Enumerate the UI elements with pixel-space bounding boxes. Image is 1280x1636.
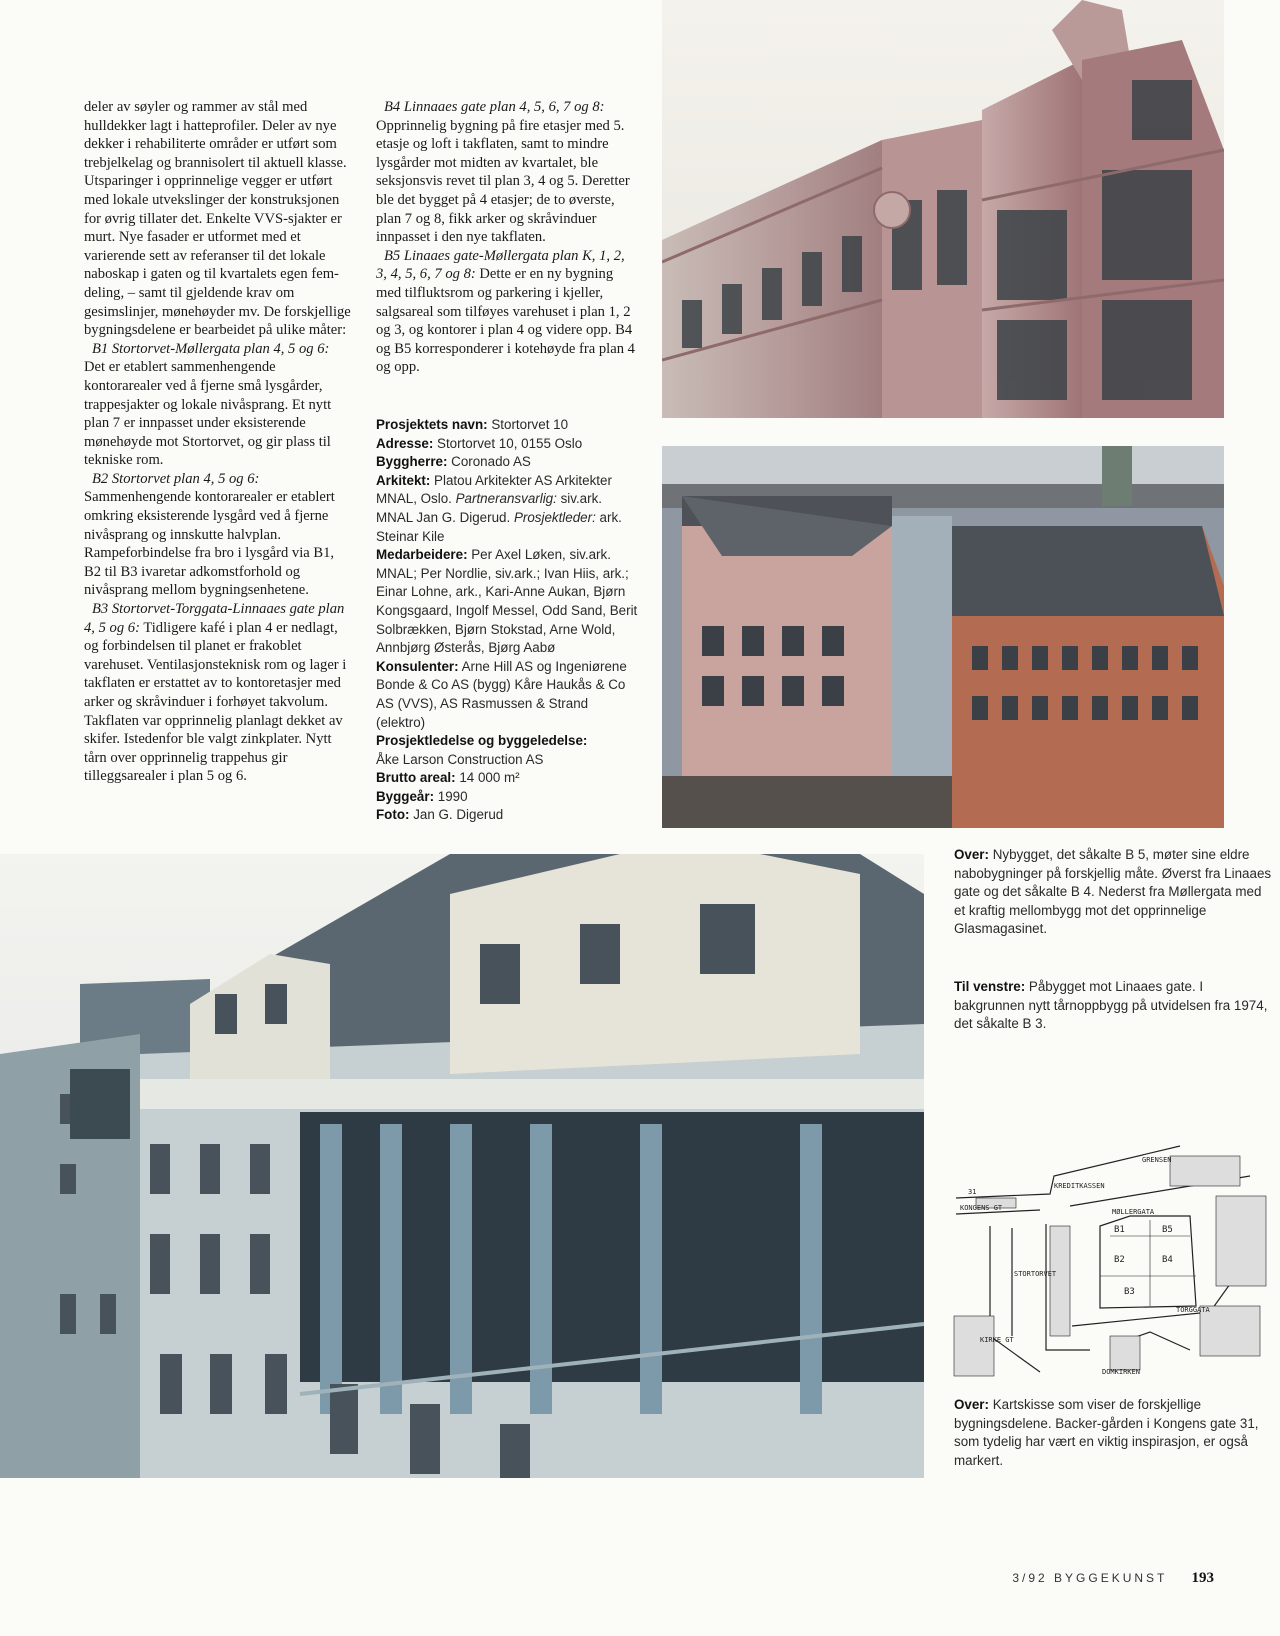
page-number: 193 — [1191, 1570, 1214, 1586]
credit-year — [376, 788, 638, 807]
map-label-mollergata: MØLLERGATA — [1112, 1208, 1155, 1216]
credit-staff — [376, 546, 638, 658]
article-column-2 — [376, 98, 638, 377]
credit-management-label: Prosjektledelse og byggeledelse: — [376, 733, 588, 749]
footer-issue: 3/92 — [1012, 1571, 1048, 1585]
credit-consultants-label: Konsulenter: — [376, 658, 459, 674]
credit-address-label: Adresse: — [376, 435, 434, 451]
credit-consultants — [376, 658, 638, 732]
paragraph-b1 — [84, 340, 352, 470]
credit-pl-value: ark. Steinar Kile — [376, 509, 622, 544]
map-label-b1: B1 — [1114, 1225, 1125, 1235]
credit-address-value: Stortorvet 10, 0155 Oslo — [433, 435, 583, 451]
b2-heading: B2 Stortorvet plan 4, 5 og 6: — [92, 470, 260, 487]
b5-heading: B5 Linaaes gate-Møllergata plan K, 1, 2, 3, 4, 5, 6, 7 og 8: — [376, 247, 625, 283]
page-footer — [1012, 1570, 1214, 1587]
caption-map — [954, 1396, 1272, 1470]
credit-area-value: 14 000 m² — [455, 770, 520, 786]
credit-staff-label: Medarbeidere: — [376, 547, 468, 563]
b3-text: Tidligere kafé i plan 4 er nedlagt, og forbindelsen til planet er frakoblet varehuset. Ventilasjonsteknisk rom og lager i takflaten er erstattet av to kontoretasjer med arker og skråvinduer i forhøyet takvolum. Takflaten var opprinnelig planlagt dekket av skifer. Istedenfor ble valgt zinkplater. Nytt tårn over opprinnelig trappehus gir tilleggsarealer i plan 5 og 6. — [84, 619, 347, 785]
b3-heading: B3 Stortorvet-Torggata-Linnaaes gate plan 4, 5 og 6: — [84, 601, 345, 636]
credit-year-value: 1990 — [434, 788, 468, 804]
credit-management — [376, 732, 638, 769]
credit-photo-label: Foto: — [376, 807, 410, 823]
project-credits — [376, 416, 638, 825]
map-label-kongens-gt: KONGENS GT — [960, 1204, 1003, 1212]
credit-owner-value: Coronado AS — [447, 454, 531, 470]
credit-address — [376, 435, 638, 454]
paragraph-b5 — [376, 247, 638, 377]
caption-left-photo — [954, 978, 1272, 1034]
map-label-b4: B4 — [1162, 1255, 1173, 1265]
b5-text: Dette er en ny bygning med tilfluktsrom og parkering i kjeller, salgsareal som tilføyes varehuset i plan 1, 2 og 3, og kontorer i plan 4 og videre opp. B4 og B5 korresponderer i kotehøyde fra plan 4 og opp. — [376, 266, 635, 376]
map-label-b5: B5 — [1162, 1225, 1173, 1235]
site-map-sketch — [950, 1136, 1276, 1382]
footer-magazine: BYGGEKUNST — [1054, 1571, 1168, 1585]
map-label-kreditkassen: KREDITKASSEN — [1054, 1182, 1105, 1190]
photo-linnaaes-gate-extension — [0, 854, 924, 1478]
credit-area-label: Brutto areal: — [376, 770, 456, 786]
caption-1-text: Nybygget, det såkalte B 5, møter sine eldre nabobygninger på forskjellig måte. Øverst fra Linaaes gate og det såkalte B 4. Nederst fra Møllergata med et kraftig mellombygg mot det opprinnelige Glasmagasinet. — [954, 847, 1272, 937]
credit-photo — [376, 806, 638, 825]
map-label-stortorvet: STORTORVET — [1014, 1270, 1057, 1278]
credit-architect-value: Platou Arkitekter AS Arkitekter MNAL, Oslo. — [376, 472, 612, 507]
credit-name-label: Prosjektets navn: — [376, 417, 488, 432]
paragraph-intro: deler av søyler og rammer av stål med hulldekker lagt i hatteprofiler. Deler av nye dekker i rehabiliterte områder er utført som trebjelkelag og brannisolert til aktuell klasse. Utsparinger i opprinnelige vegger er utført med lokale utvekslinger der konstruksjonen for øvrig tillater det. Enkelte VVS-sjakter er murt. Nye fasader er utformet med et varierende sett av referanser til det lokale naboskap i gaten og til kvartalets egen fem-deling, – samt til gjeldende krav om gesimslinjer, mønehøyder mv. De forskjellige bygningsdelene er bearbeidet på ulike måter: — [84, 99, 351, 339]
article-column-1 — [84, 98, 352, 786]
b1-text: Det er etablert sammenhengende kontorarealer ved å fjerne små lysgårder, trappesjakter og lokale nivåsprang. Et nytt plan 7 er innpasset under eksisterende mønehøyde mot Stortorvet, og gir plass til tekniske rom. — [84, 359, 332, 469]
caption-top-photos — [954, 846, 1272, 939]
map-label-torggata: TORGGATA — [1176, 1306, 1210, 1314]
credit-consultants-value: Arne Hill AS og Ingeniørene Bonde & Co AS (bygg) Kåre Haukås & Co AS (VVS), AS Rasmussen & Strand (elektro) — [376, 658, 627, 730]
caption-2-label: Til venstre: — [954, 979, 1026, 994]
b4-text: Opprinnelig bygning på fire etasjer med 5. etasje og loft i takflaten, samt to mindre lysgårder mot midten av kvartalet, ble seksjonsvis revet til plan 3, 4 og 5. Deretter ble det bygget på 4 etasjer; de to øverste, plan 7 og 8, fikk arker og skråvinduer innpasset i den nye takflaten. — [376, 117, 630, 246]
credit-pl-label: Prosjektleder: — [513, 509, 596, 525]
credit-name-value: Stortorvet 10 — [487, 417, 569, 432]
credit-owner-label: Byggherre: — [376, 454, 448, 470]
map-label-grensen: GRENSEN — [1142, 1156, 1172, 1164]
paragraph-b4 — [376, 98, 638, 247]
map-label-b3: B3 — [1124, 1287, 1135, 1297]
credit-year-label: Byggeår: — [376, 788, 435, 804]
b1-heading: B1 Stortorvet-Møllergata plan 4, 5 og 6: — [92, 340, 330, 357]
paragraph-b2 — [84, 470, 352, 600]
credit-area — [376, 769, 638, 788]
credit-partner-value: siv.ark. MNAL Jan G. Digerud. — [376, 491, 602, 525]
caption-3-label: Over: — [954, 1397, 989, 1412]
map-label-kirke-gt: KIRKE GT — [980, 1336, 1014, 1344]
credit-photo-value: Jan G. Digerud — [409, 807, 504, 823]
credit-staff-value: Per Axel Løken, siv.ark. MNAL; Per Nordlie, siv.ark.; Ivan Hiis, ark.; Einar Lohne, ark., Kari-Anne Aukan, Bjørn Kongsgaard, Ingolf Messel, Odd Sand, Berit Solbrække​n, Bjørn Stokstad, Arne Wold, Annbjørg Østerås, Bjørg Aabø — [376, 547, 638, 656]
b2-text: Sammenhengende kontorarealer er etablert omkring eksisterende lysgård ved å fjerne nivåsprang og innskutte halvplan. Rampeforbindelse fra bro i lysgård via B1, B2 til B3 ivaretar adkomstforhold og nivåsprang mellom bygningsenhetene. — [84, 489, 335, 599]
credit-owner — [376, 453, 638, 472]
credit-partner-label: Partneransvarlig: — [455, 491, 557, 507]
credit-management-value: Åke Larson Construction AS — [376, 751, 544, 767]
photo-linaaes-gate-facade — [662, 0, 1224, 418]
map-label-31: 31 — [968, 1188, 977, 1196]
caption-3-text: Kartskisse som viser de forskjellige bygningsdelene. Backer-gården i Kongens gate 31, som tydelig har vært en viktig inspirasjon, er også markert. — [954, 1397, 1259, 1468]
map-label-b2: B2 — [1114, 1255, 1125, 1265]
b4-heading: B4 Linnaaes gate plan 4, 5, 6, 7 og 8: — [384, 99, 605, 115]
photo-mollergata-aerial — [662, 446, 1224, 828]
caption-1-label: Over: — [954, 847, 989, 862]
map-label-domkirken: DOMKIRKEN — [1102, 1368, 1140, 1376]
paragraph-b3 — [84, 600, 352, 786]
credit-name — [376, 416, 638, 435]
caption-2-text: Påbygget mot Linaaes gate. I bakgrunnen nytt tårnoppbygg på utvidelsen fra 1974, det såkalte B 3. — [954, 979, 1268, 1032]
credit-architect — [376, 472, 638, 546]
credit-architect-label: Arkitekt: — [376, 472, 431, 488]
